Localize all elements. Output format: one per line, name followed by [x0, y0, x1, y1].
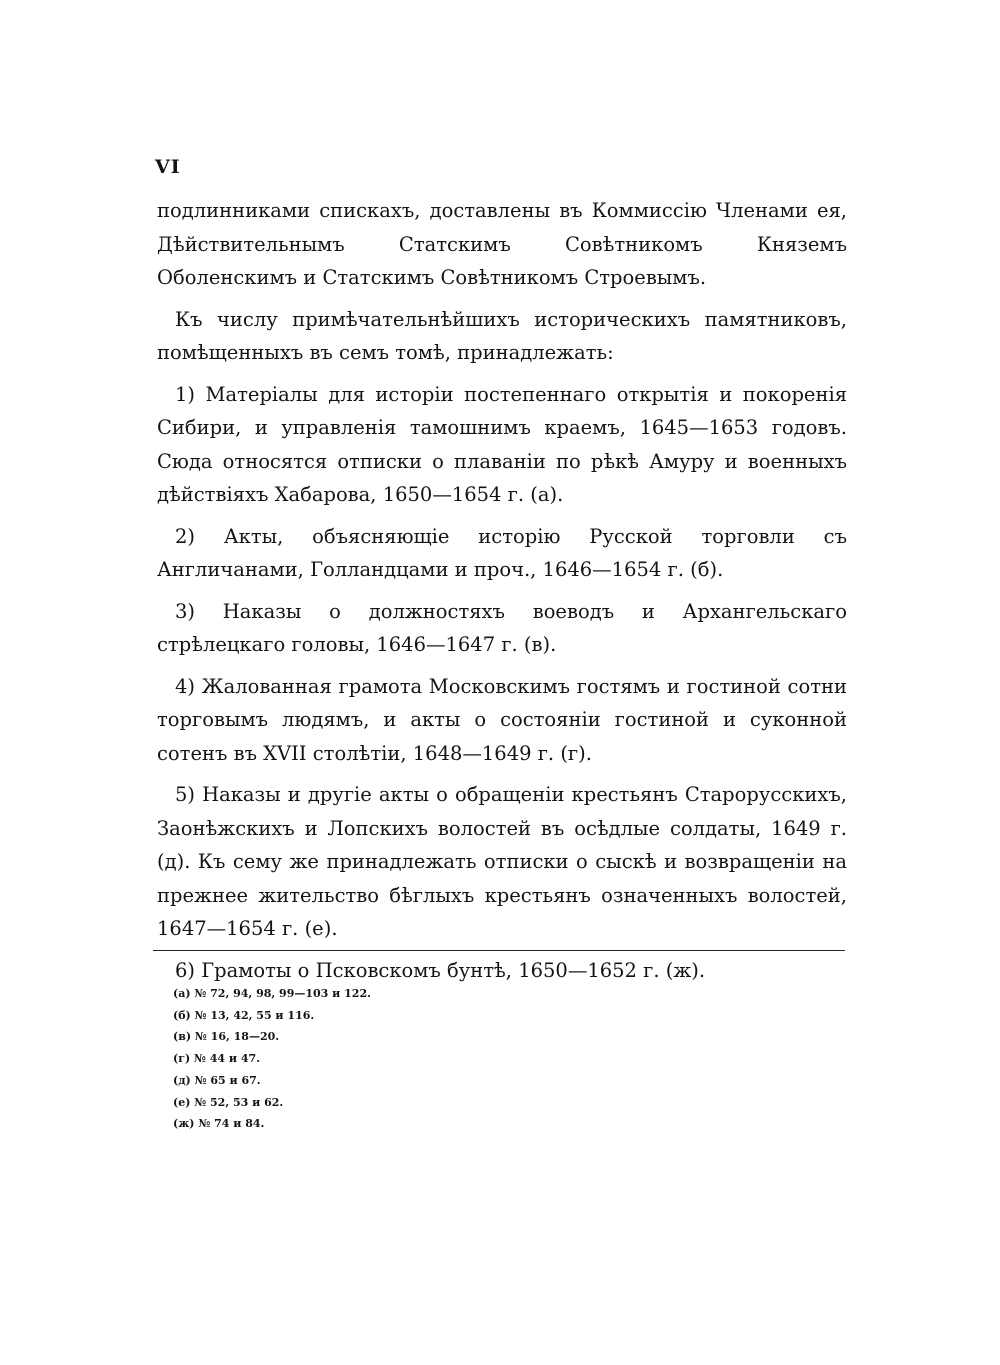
paragraph-item-1: 1) Матеріалы для исторіи постепеннаго открытія и покоренія Сибири, и управленія тамошнимъ краемъ, 1645—1653 годовъ. Сюда относятся отписки о плаваніи по рѣкѣ Амуру и военныхъ дѣйствіяхъ Хабарова, 1650—1654 г. (а). [157, 382, 847, 506]
footnote-zh: (ж) № 74 и 84. [173, 1117, 265, 1131]
paragraph-item-3: 3) Наказы о должностяхъ воеводъ и Архангельскаго стрѣлецкаго головы, 1646—1647 г. (в). [157, 599, 847, 656]
footnote-g: (г) № 44 и 47. [173, 1052, 261, 1066]
paragraph-item-4: 4) Жалованная грамота Московскимъ гостямъ и гостиной сотни торговымъ людямъ, и акты о состояніи гостиной и суконной сотенъ въ XVII столѣтіи, 1648—1649 г. (г). [157, 674, 847, 765]
paragraph-item-6: 6) Грамоты о Псковскомъ бунтѣ, 1650—1652 г. (ж). [175, 958, 706, 982]
footnote-d: (д) № 65 и 67. [173, 1073, 261, 1087]
footnote-a: (а) № 72, 94, 98, 99—103 и 122. [173, 987, 371, 1000]
body-text [157, 194, 847, 995]
footnote-b: (б) № 13, 42, 55 и 116. [173, 1008, 315, 1022]
footnote-divider [153, 950, 845, 951]
page-number: VI [155, 156, 181, 178]
footnote-v: (в) № 16, 18—20. [173, 1030, 280, 1044]
footnote-e: (е) № 52, 53 и 62. [173, 1095, 284, 1109]
footnotes [173, 983, 371, 1135]
paragraph-intro-continuation: подлинниками спискахъ, доставлены въ Коммиссію Членами ея, Дѣйствительнымъ Статскимъ Совѣтникомъ Княземъ Оболенскимъ и Статскимъ Совѣтникомъ Строевымъ. [157, 199, 847, 289]
paragraph-item-2: 2) Акты, объясняющіе исторію Русской торговли съ Англичанами, Голландцами и проч., 1646—1654 г. (б). [157, 524, 847, 581]
paragraph-item-5: 5) Наказы и другіе акты о обращеніи крестьянъ Старорусскихъ, Заонѣжскихъ и Лопскихъ волостей въ осѣдлые солдаты, 1649 г. (д). Къ сему же принадлежать отписки о сыскѣ и возвращеніи на прежнее жительство бѣглыхъ крестьянъ означенныхъ волостей, 1647—1654 г. (е). [157, 783, 847, 940]
paragraph-summary: Къ числу примѣчательнѣйшихъ историческихъ памятниковъ, помѣщенныхъ въ семъ томѣ, принадлежать: [157, 307, 847, 364]
